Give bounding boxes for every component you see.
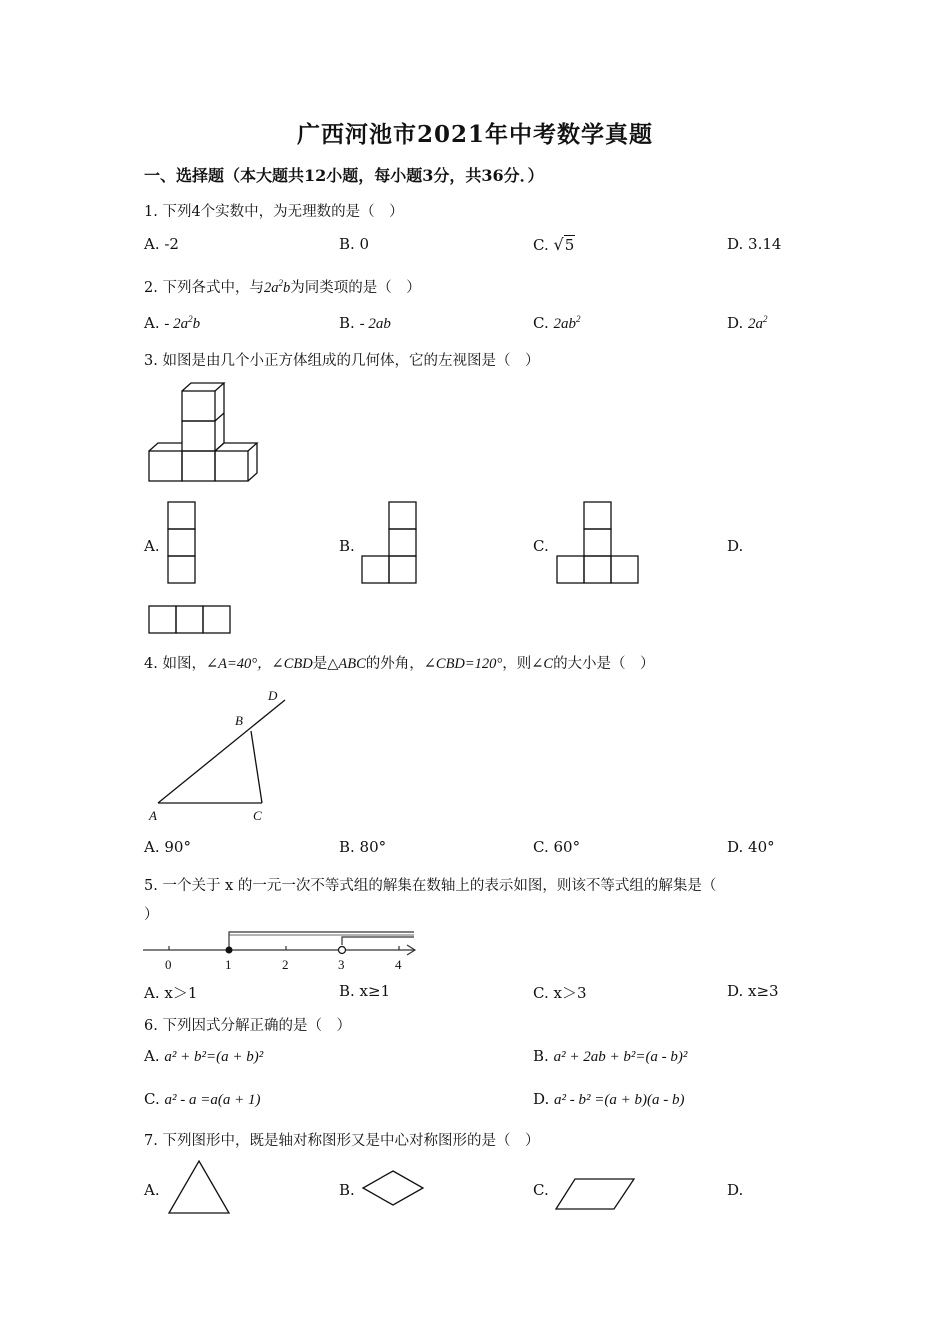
question-4-stem: 4. 如图，∠A=40°，∠CBD是△ABC的外角，∠CBD=120°，则∠C的大小是（ ） [144,656,655,672]
q3-option-b-label: B. [339,537,355,555]
q1-option-d: D. 3.14 [727,235,782,253]
q4-label-c: C [253,808,262,823]
q6-option-a: A. a² + b²=(a + b)² [144,1047,264,1065]
question-2-stem: 2. 下列各式中，与$2a^2b$为同类项的是（ ） [144,278,421,296]
q2-option-c: C. $2ab^2$ [533,314,581,332]
q5-tick-2: 2 [282,957,289,972]
q6-option-c: C. a² - a =a(a + 1) [144,1090,261,1108]
q4-triangle-figure [145,683,295,823]
q4-option-d: D. 40° [727,838,775,856]
q5-number-line [143,924,428,974]
q3-option-a-figure [166,500,198,586]
q4-label-a: A [149,808,157,823]
question-5-stem-line1: 5. 一个关于 x 的一元一次不等式组的解集在数轴上的表示如图，则该不等式组的解集是（ [144,878,717,894]
question-5-stem-line2: ） [144,907,159,923]
q5-tick-3: 3 [338,957,345,972]
section-heading: 一、选择题（本大题共12小题，每小题3分，共36分．） [144,166,544,185]
question-3-stem: 3. 如图是由几个小正方体组成的几何体，它的左视图是（ ） [144,353,540,369]
q2-option-a: A. - $2a^2b$ [144,314,201,332]
q1-option-a: A. -2 [144,235,179,253]
question-6-stem: 6. 下列因式分解正确的是（ ） [144,1018,351,1034]
q4-option-b: B. 80° [339,838,387,856]
q4-label-d: D [268,688,278,703]
page-title: 广西河池市2021年中考数学真题 [296,121,653,148]
question-1-stem: 1. 下列4个实数中，为无理数的是（ ） [144,204,404,220]
q5-option-b: B. x≥1 [339,982,391,1000]
q3-cube-solid-figure [140,378,270,488]
sqrt-symbol: √ [553,235,564,254]
q6-option-b: B. a² + 2ab + b²=(a - b)² [533,1047,688,1065]
question-7-stem: 7. 下列图形中，既是轴对称图形又是中心对称图形的是（ ） [144,1133,540,1149]
q1-option-c: C. √5 [533,235,575,254]
sqrt-radicand: 5 [564,236,575,254]
q3-option-c-figure [555,500,641,586]
q6-option-d: D. a² - b² =(a + b)(a - b) [533,1090,685,1108]
q3-option-d-label: D. [727,537,744,555]
q5-tick-0: 0 [165,957,172,972]
q3-option-c-label: C. [533,537,549,555]
q2-option-d: D. $2a^2$ [727,314,768,332]
q1-option-b: B. 0 [339,235,370,253]
q3-option-b-figure [360,500,420,586]
q2-option-b: B. - 2ab [339,314,391,332]
q7-parallelogram-icon [555,1176,637,1212]
q4-option-a: A. 90° [144,838,191,856]
q5-option-c: C. x＞3 [533,984,587,1002]
q7-option-b-label: B. [339,1181,355,1199]
q4-label-b: B [235,713,243,728]
q3-option-d-figure [147,604,233,637]
q7-option-d-label: D. [727,1181,744,1199]
q5-tick-4: 4 [395,957,402,972]
q7-triangle-icon [166,1158,232,1216]
q5-option-a: A. x＞1 [144,984,198,1002]
q5-tick-1: 1 [225,957,232,972]
q7-rhombus-icon [360,1168,426,1208]
q7-option-c-label: C. [533,1181,549,1199]
q7-option-a-label: A. [144,1181,160,1199]
q5-option-d: D. x≥3 [727,982,779,1000]
q4-option-c: C. 60° [533,838,581,856]
q3-option-a-label: A. [144,537,160,555]
